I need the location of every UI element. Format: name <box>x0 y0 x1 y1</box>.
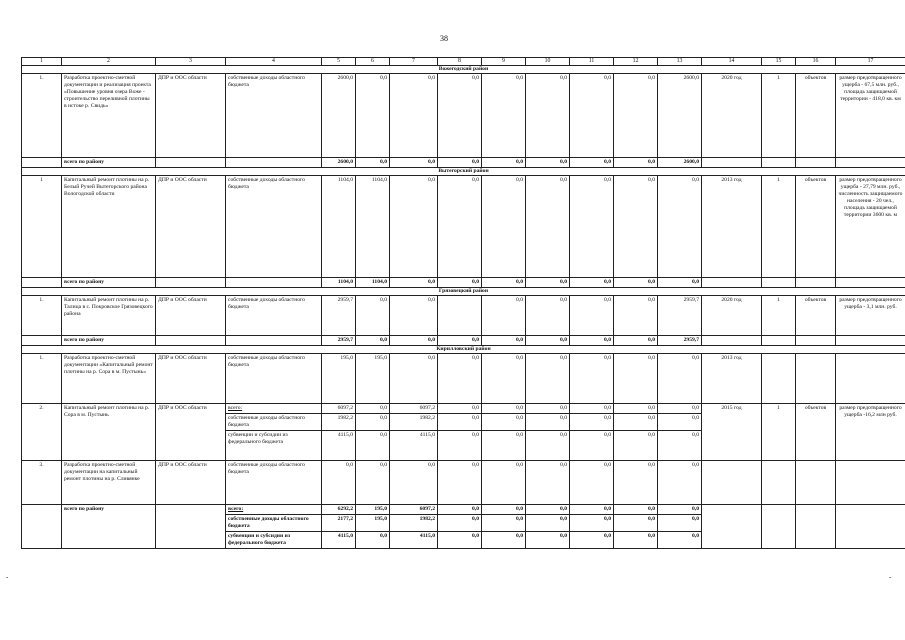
value-cell: 0,0 <box>614 431 658 461</box>
value-cell: 0,0 <box>482 74 526 158</box>
year: 2013 год <box>702 176 762 278</box>
value-cell: 0,0 <box>356 414 390 431</box>
empty-cell <box>836 336 905 346</box>
total-value: 0,0 <box>614 515 658 532</box>
row-number: 1. <box>22 74 62 158</box>
total-value: 0,0 <box>356 336 390 346</box>
empty-cell <box>702 278 762 288</box>
district-total-row <box>22 158 905 168</box>
col-header: 9 <box>482 58 526 66</box>
empty-cell <box>762 461 796 505</box>
value-cell: 0,0 <box>482 431 526 461</box>
value-cell: 0,0 <box>614 414 658 431</box>
empty-cell <box>836 505 905 549</box>
value-cell: 0,0 <box>390 296 438 336</box>
total-value: 2600,0 <box>322 158 356 168</box>
district-name: Кирилловский район <box>22 346 905 354</box>
funding-source: собственные доходы областного бюджета <box>226 461 322 505</box>
value-cell <box>438 296 482 336</box>
empty-cell <box>22 505 62 549</box>
empty-cell <box>22 336 62 346</box>
value-cell: 0,0 <box>658 431 702 461</box>
total-value: 0,0 <box>614 336 658 346</box>
funding-source: всего: <box>226 404 322 414</box>
value-cell: 0,0 <box>356 296 390 336</box>
value-cell: 0,0 <box>570 414 614 431</box>
executor: ДПР и ООС области <box>156 404 226 461</box>
empty-cell <box>156 158 226 168</box>
page-number: 38 <box>440 34 448 43</box>
total-value: 0,0 <box>438 336 482 346</box>
total-value: 0,0 <box>482 336 526 346</box>
total-value: 0,0 <box>570 336 614 346</box>
table-row <box>22 296 905 336</box>
total-value: 0,0 <box>390 278 438 288</box>
col-header: 10 <box>526 58 570 66</box>
value-cell: 0,0 <box>438 461 482 505</box>
value-cell: 2959,7 <box>322 296 356 336</box>
program-table <box>21 57 905 549</box>
total-value: 4115,0 <box>322 532 356 549</box>
total-value: 0,0 <box>614 532 658 549</box>
executor: ДПР и ООС области <box>156 354 226 404</box>
empty-cell <box>226 336 322 346</box>
value-cell: 1104,0 <box>356 176 390 278</box>
value-cell: 2959,7 <box>658 296 702 336</box>
value-cell: 0,0 <box>322 461 356 505</box>
value-cell: 0,0 <box>526 296 570 336</box>
total-value: 0,0 <box>570 505 614 515</box>
executor: ДПР и ООС области <box>156 74 226 158</box>
empty-cell <box>156 505 226 549</box>
total-value: 2177,2 <box>322 515 356 532</box>
total-value: 0,0 <box>570 158 614 168</box>
value-cell: 0,0 <box>482 461 526 505</box>
quantity: 1 <box>762 74 796 158</box>
total-value: 0,0 <box>438 515 482 532</box>
value-cell: 0,0 <box>658 404 702 414</box>
value-cell: 0,0 <box>438 431 482 461</box>
funding-source: собственные доходы областного бюджета <box>226 515 322 532</box>
value-cell: 0,0 <box>526 461 570 505</box>
value-cell: 0,0 <box>438 74 482 158</box>
value-cell: 6097,2 <box>390 404 438 414</box>
district-total-row <box>22 336 905 346</box>
empty-cell <box>836 461 905 505</box>
total-label: всего по району <box>62 278 156 288</box>
col-header: 8 <box>438 58 482 66</box>
col-header: 13 <box>658 58 702 66</box>
value-cell: 0,0 <box>614 74 658 158</box>
value-cell: 0,0 <box>482 404 526 414</box>
total-label: всего по району <box>62 336 156 346</box>
measure-name: Капитальный ремонт плотины на р. Талица в с. Покровское Грязовецкого района <box>62 296 156 336</box>
total-value: 0,0 <box>570 515 614 532</box>
value-cell: 0,0 <box>614 296 658 336</box>
value-cell: 195,0 <box>322 354 356 404</box>
total-value: 0,0 <box>356 158 390 168</box>
margin-mark-right: - <box>889 573 892 581</box>
empty-cell <box>762 278 796 288</box>
value-cell: 2600,0 <box>658 74 702 158</box>
measure-name: Разработка проектно-сметной документации на капитальный ремонт плотины на р. Сливянке <box>62 461 156 505</box>
empty-cell <box>796 278 836 288</box>
row-number: 1. <box>22 296 62 336</box>
district-header <box>22 288 905 296</box>
measure-name: Капитальный ремонт плотины на р. Сора в м. Пустынь <box>62 404 156 461</box>
value-cell: 0,0 <box>570 74 614 158</box>
year: 2020 год <box>702 296 762 336</box>
district-total-row <box>22 278 905 288</box>
col-header: 14 <box>702 58 762 66</box>
value-cell: 0,0 <box>390 354 438 404</box>
total-value: 0,0 <box>658 505 702 515</box>
value-cell: 0,0 <box>570 176 614 278</box>
quantity: 1 <box>762 176 796 278</box>
total-value: 2959,7 <box>322 336 356 346</box>
funding-source: собственные доходы областного бюджета <box>226 414 322 431</box>
unit: объектов <box>796 296 836 336</box>
district-total-row <box>22 505 905 515</box>
empty-cell <box>22 278 62 288</box>
executor: ДПР и ООС области <box>156 176 226 278</box>
value-cell: 0,0 <box>356 461 390 505</box>
empty-cell <box>836 158 905 168</box>
value-cell: 0,0 <box>356 431 390 461</box>
total-value: 0,0 <box>526 532 570 549</box>
result: размер предотвращенного ущерба - 67,5 млн. руб., площадь защищаемой территории - 418,0 кв. км <box>836 74 905 158</box>
value-cell: 0,0 <box>570 461 614 505</box>
total-value: 0,0 <box>526 278 570 288</box>
empty-cell <box>156 336 226 346</box>
total-label: всего по району <box>62 505 156 549</box>
value-cell: 0,0 <box>526 404 570 414</box>
measure-name: Капитальный ремонт плотины на р. Белый Ручей Вытегорского района Вологодской области <box>62 176 156 278</box>
value-cell: 0,0 <box>526 431 570 461</box>
value-cell: 0,0 <box>658 176 702 278</box>
value-cell: 0,0 <box>526 414 570 431</box>
total-value: 0,0 <box>526 515 570 532</box>
row-number: 3. <box>22 461 62 505</box>
empty-cell <box>836 278 905 288</box>
value-cell: 0,0 <box>570 431 614 461</box>
row-number: 1. <box>22 354 62 404</box>
total-value: 4115,0 <box>390 532 438 549</box>
quantity: 1 <box>762 296 796 336</box>
row-number: 2. <box>22 404 62 461</box>
col-header: 1 <box>22 58 62 66</box>
empty-cell <box>702 461 762 505</box>
total-value: 0,0 <box>438 532 482 549</box>
total-value: 0,0 <box>526 158 570 168</box>
value-cell: 0,0 <box>614 176 658 278</box>
total-value: 0,0 <box>482 532 526 549</box>
empty-cell <box>796 505 836 549</box>
total-value: 0,0 <box>482 158 526 168</box>
value-cell: 0,0 <box>570 354 614 404</box>
table-row <box>22 74 905 158</box>
value-cell: 0,0 <box>482 176 526 278</box>
col-header: 6 <box>356 58 390 66</box>
total-value: 0,0 <box>526 505 570 515</box>
measure-name: Разработка проектно-сметной документации «Капитальный ремонт плотины на р. Сора в м. Пустынь» <box>62 354 156 404</box>
empty-cell <box>796 461 836 505</box>
empty-cell <box>226 158 322 168</box>
unit: объектов <box>796 176 836 278</box>
empty-cell <box>836 354 905 404</box>
col-header: 7 <box>390 58 438 66</box>
total-value: 2600,0 <box>658 158 702 168</box>
margin-mark-left: - <box>6 573 9 581</box>
funding-source: собственные доходы областного бюджета <box>226 176 322 278</box>
value-cell: 0,0 <box>570 404 614 414</box>
value-cell: 0,0 <box>482 414 526 431</box>
total-value: 0,0 <box>482 515 526 532</box>
result: размер предотвращенного ущерба -16,2 млн руб. <box>836 404 905 461</box>
empty-cell <box>762 336 796 346</box>
total-value: 1104,0 <box>356 278 390 288</box>
value-cell: 0,0 <box>356 404 390 414</box>
value-cell: 1982,2 <box>322 414 356 431</box>
value-cell: 0,0 <box>526 176 570 278</box>
value-cell: 0,0 <box>438 176 482 278</box>
total-value: 0,0 <box>658 532 702 549</box>
col-header: 15 <box>762 58 796 66</box>
value-cell: 0,0 <box>658 414 702 431</box>
year: 2015 год <box>702 404 762 461</box>
empty-cell <box>762 158 796 168</box>
col-header: 12 <box>614 58 658 66</box>
total-value: 0,0 <box>438 278 482 288</box>
unit: объектов <box>796 74 836 158</box>
empty-cell <box>796 354 836 404</box>
executor: ДПР и ООС области <box>156 461 226 505</box>
empty-cell <box>702 336 762 346</box>
unit: объектов <box>796 404 836 461</box>
district-header <box>22 66 905 74</box>
district-header <box>22 346 905 354</box>
value-cell: 0,0 <box>614 404 658 414</box>
value-cell: 0,0 <box>614 354 658 404</box>
col-header: 4 <box>226 58 322 66</box>
value-cell: 4115,0 <box>390 431 438 461</box>
funding-source: субвенции и субсидии из федерального бюджета <box>226 431 322 461</box>
empty-cell <box>796 336 836 346</box>
total-value: 0,0 <box>390 336 438 346</box>
funding-source: собственные доходы областного бюджета <box>226 296 322 336</box>
empty-cell <box>22 158 62 168</box>
table-row <box>22 404 905 414</box>
district-name: Вытегорский район <box>22 168 905 176</box>
total-value: 1982,2 <box>390 515 438 532</box>
empty-cell <box>702 505 762 549</box>
empty-cell <box>226 278 322 288</box>
total-value: 0,0 <box>570 278 614 288</box>
result: размер предотвращенного ущерба - 27,79 млн. руб., численность защищаемого населения - 20 чел., площадь защищаемой территории 3600 кв. м <box>836 176 905 278</box>
value-cell: 0,0 <box>438 414 482 431</box>
col-header: 11 <box>570 58 614 66</box>
total-value: 0,0 <box>390 158 438 168</box>
total-value: 0,0 <box>438 158 482 168</box>
total-label: всего по району <box>62 158 156 168</box>
value-cell: 0,0 <box>570 296 614 336</box>
table-row <box>22 461 905 505</box>
total-value: 195,0 <box>356 505 390 515</box>
col-header: 3 <box>156 58 226 66</box>
value-cell: 1104,0 <box>322 176 356 278</box>
empty-cell <box>702 158 762 168</box>
executor: ДПР и ООС области <box>156 296 226 336</box>
district-header <box>22 168 905 176</box>
empty-cell <box>796 158 836 168</box>
quantity: 1 <box>762 404 796 461</box>
total-value: 195,0 <box>356 515 390 532</box>
year: 2013 год <box>702 354 762 404</box>
total-value: 6097,2 <box>390 505 438 515</box>
total-value: 2959,7 <box>658 336 702 346</box>
column-number-row <box>22 58 905 66</box>
total-value: 6292,2 <box>322 505 356 515</box>
district-name: Грязовецкий район <box>22 288 905 296</box>
measure-name: Разработка проектно-сметной документации и реализация проекта «Повышение уровня озера Воже - строительство переливной плотины в истоке р. Свидь» <box>62 74 156 158</box>
funding-source: собственные доходы областного бюджета <box>226 354 322 404</box>
value-cell: 4115,0 <box>322 431 356 461</box>
value-cell: 2600,0 <box>322 74 356 158</box>
table-row <box>22 176 905 278</box>
funding-source: собственные доходы областного бюджета <box>226 74 322 158</box>
year: 2020 год <box>702 74 762 158</box>
col-header: 2 <box>62 58 156 66</box>
value-cell: 0,0 <box>482 354 526 404</box>
value-cell: 0,0 <box>526 74 570 158</box>
total-value: 0,0 <box>614 278 658 288</box>
total-value: 0,0 <box>438 505 482 515</box>
value-cell: 0,0 <box>438 354 482 404</box>
result: размер предотвращенного ущерба - 3,1 млн. руб. <box>836 296 905 336</box>
empty-cell <box>762 354 796 404</box>
value-cell: 0,0 <box>390 176 438 278</box>
value-cell: 1982,2 <box>390 414 438 431</box>
empty-cell <box>762 505 796 549</box>
table-row <box>22 354 905 404</box>
row-number: 1 <box>22 176 62 278</box>
value-cell: 195,0 <box>356 354 390 404</box>
total-value: 0,0 <box>482 505 526 515</box>
total-value: 0,0 <box>658 515 702 532</box>
total-value: 0,0 <box>658 278 702 288</box>
empty-cell <box>156 278 226 288</box>
value-cell: 0,0 <box>482 296 526 336</box>
col-header: 5 <box>322 58 356 66</box>
value-cell: 0,0 <box>438 404 482 414</box>
funding-source: всего: <box>226 505 322 515</box>
value-cell: 0,0 <box>614 461 658 505</box>
district-name: Вожегодский район <box>22 66 905 74</box>
value-cell: 0,0 <box>390 74 438 158</box>
total-value: 1104,0 <box>322 278 356 288</box>
total-value: 0,0 <box>570 532 614 549</box>
total-value: 0,0 <box>526 336 570 346</box>
total-value: 0,0 <box>356 532 390 549</box>
total-value: 0,0 <box>614 505 658 515</box>
value-cell: 0,0 <box>356 74 390 158</box>
value-cell: 6097,2 <box>322 404 356 414</box>
funding-source: субвенции и субсидии из федерального бюджета <box>226 532 322 549</box>
col-header: 17 <box>836 58 905 66</box>
total-value: 0,0 <box>482 278 526 288</box>
value-cell: 0,0 <box>390 461 438 505</box>
total-value: 0,0 <box>614 158 658 168</box>
value-cell: 0,0 <box>526 354 570 404</box>
value-cell: 0,0 <box>658 354 702 404</box>
value-cell: 0,0 <box>658 461 702 505</box>
col-header: 16 <box>796 58 836 66</box>
